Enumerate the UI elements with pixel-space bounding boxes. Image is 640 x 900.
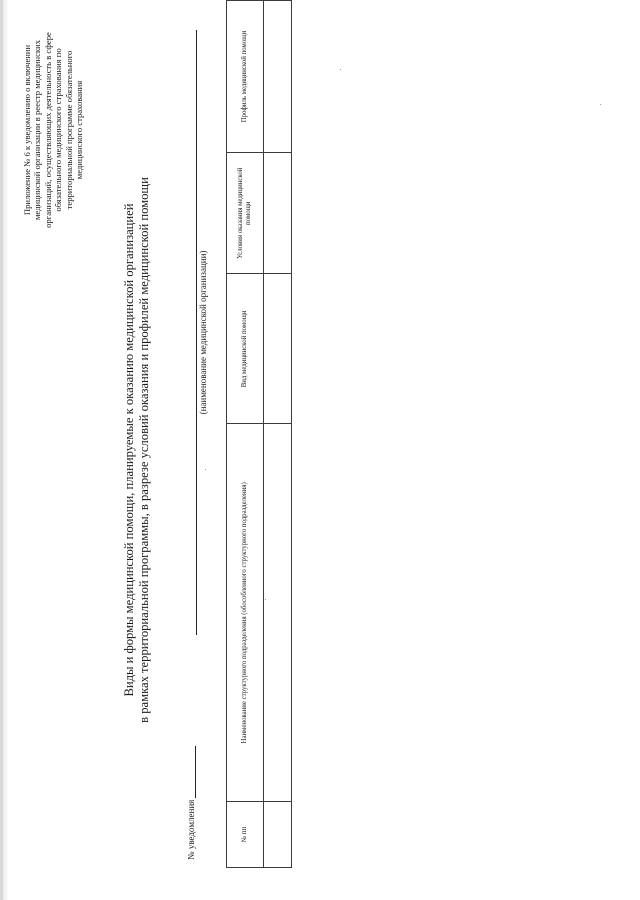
organization-name-line bbox=[196, 30, 197, 635]
appendix-line: организаций, осуществляющих деятельность в сфере bbox=[42, 32, 53, 228]
scan-speck bbox=[205, 469, 206, 470]
scan-speck bbox=[340, 69, 341, 70]
scan-speck bbox=[265, 599, 266, 600]
appendix-line: медицинской организации в реестр медицинских bbox=[32, 39, 43, 221]
table-row bbox=[264, 1, 292, 868]
column-header-number: № пп bbox=[227, 802, 264, 868]
table-cell bbox=[264, 153, 292, 274]
table-cell bbox=[264, 274, 292, 424]
notice-number-label: № уведомления bbox=[186, 799, 196, 860]
services-table bbox=[226, 0, 292, 868]
document-title-line-2: в рамках территориальной программы, в разрезе условий оказания и профилей медицинской помощи bbox=[137, 177, 151, 723]
table-header-row bbox=[227, 1, 264, 868]
column-header-unit: Наименование структурного подразделения (обособленного структурного подразделения) bbox=[227, 424, 264, 802]
table-cell bbox=[264, 802, 292, 868]
table-cell bbox=[264, 1, 292, 153]
appendix-line: обязательного медицинского страхования по bbox=[53, 48, 64, 212]
column-header-care-conditions: Условия оказания медицинской помощи bbox=[227, 153, 264, 274]
column-header-care-profile: Профиль медицинской помощи bbox=[227, 1, 264, 153]
appendix-line: Приложение № 6 к уведомлению о включении bbox=[22, 44, 32, 216]
notice-number-blank bbox=[195, 746, 196, 798]
column-header-care-type: Вид медицинской помощи bbox=[227, 274, 264, 424]
document-title-line-1: Виды и формы медицинской помощи, планируемые к оказанию медицинской организацией bbox=[122, 203, 136, 697]
appendix-line: медицинского страхования bbox=[74, 80, 85, 180]
organization-name-caption: (наименование медицинской организации) bbox=[198, 250, 208, 415]
notice-number bbox=[186, 746, 196, 860]
table-cell bbox=[264, 424, 292, 802]
appendix-note bbox=[22, 10, 84, 250]
appendix-line: территориальной программе обязательного bbox=[63, 50, 74, 210]
scan-speck bbox=[600, 104, 601, 105]
